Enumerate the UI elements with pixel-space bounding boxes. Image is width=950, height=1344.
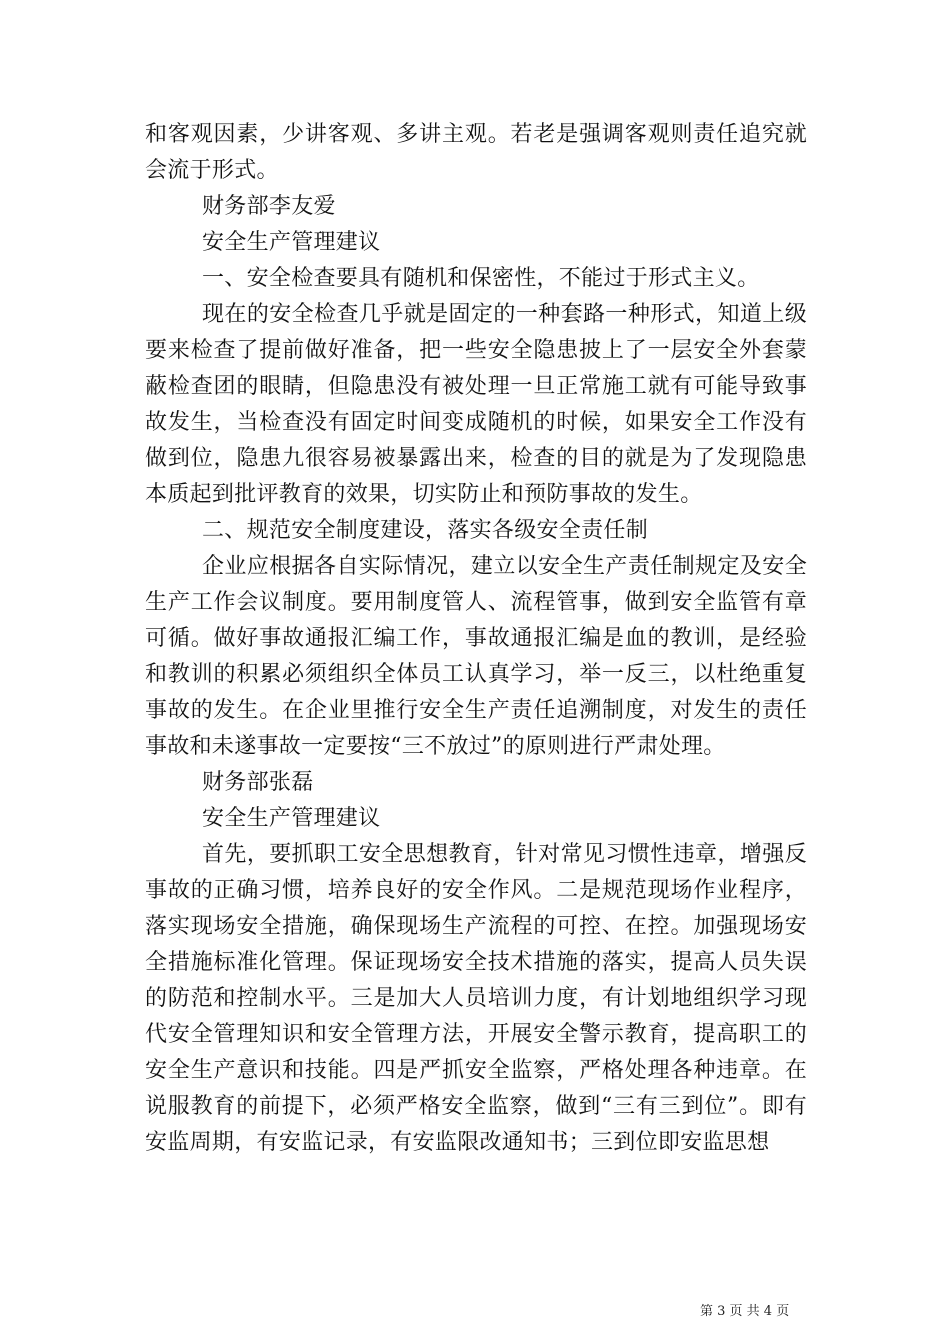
section-title: 安全生产管理建议 (202, 230, 381, 255)
author-line: 财务部张磊 (202, 770, 314, 795)
section-title: 安全生产管理建议 (202, 806, 381, 831)
paragraph: 首先，要抓职工安全思想教育，针对常见习惯性违章，增强反事故的正确习惯，培养良好的安全作风。二是规范现场作业程序，落实现场安全措施，确保现场生产流程的可控、在控。加强现场安全措施标准化管理。保证现场安全技术措施的落实，提高人员失误的防范和控制水平。三是加大人员培训力度，有计划地组织学习现代安全管理知识和安全管理方法，开展安全警示教育，提高职工的安全生产意识和技能。四是严抓安全监察，严格处理各种违章。在说服教育的前提下，必须严格安全监察，做到“三有三到位”。即有安监周期，有安监记录，有安监限改通知书；三到位即安监思想 (145, 842, 807, 1155)
subheading: 二、规范安全制度建设，落实各级安全责任制 (202, 518, 649, 543)
paragraph: 企业应根据各自实际情况，建立以安全生产责任制规定及安全生产工作会议制度。要用制度管人、流程管事，做到安全监管有章可循。做好事故通报汇编工作，事故通报汇编是血的教训，是经验和教训的积累必须组织全体员工认真学习，举一反三，以杜绝重复事故的发生。在企业里推行安全生产责任追溯制度，对发生的责任事故和未遂事故一定要按“三不放过”的原则进行严肃处理。 (145, 554, 807, 759)
document-body (145, 117, 807, 1161)
page-number: 第 3 页 共 4 页 (700, 1304, 790, 1319)
paragraph: 现在的安全检查几乎就是固定的一种套路一种形式，知道上级要来检查了提前做好准备，把一些安全隐患披上了一层安全外套蒙蔽检查团的眼睛，但隐患没有被处理一旦正常施工就有可能导致事故发生，当检查没有固定时间变成随机的时候，如果安全工作没有做到位，隐患九很容易被暴露出来，检查的目的就是为了发现隐患本质起到批评教育的效果，切实防止和预防事故的发生。 (145, 302, 807, 507)
paragraph-continuation: 和客观因素，少讲客观、多讲主观。若老是强调客观则责任追究就会流于形式。 (145, 122, 807, 183)
author-line: 财务部李友爱 (202, 194, 336, 219)
subheading: 一、安全检查要具有随机和保密性，不能过于形式主义。 (202, 266, 760, 291)
